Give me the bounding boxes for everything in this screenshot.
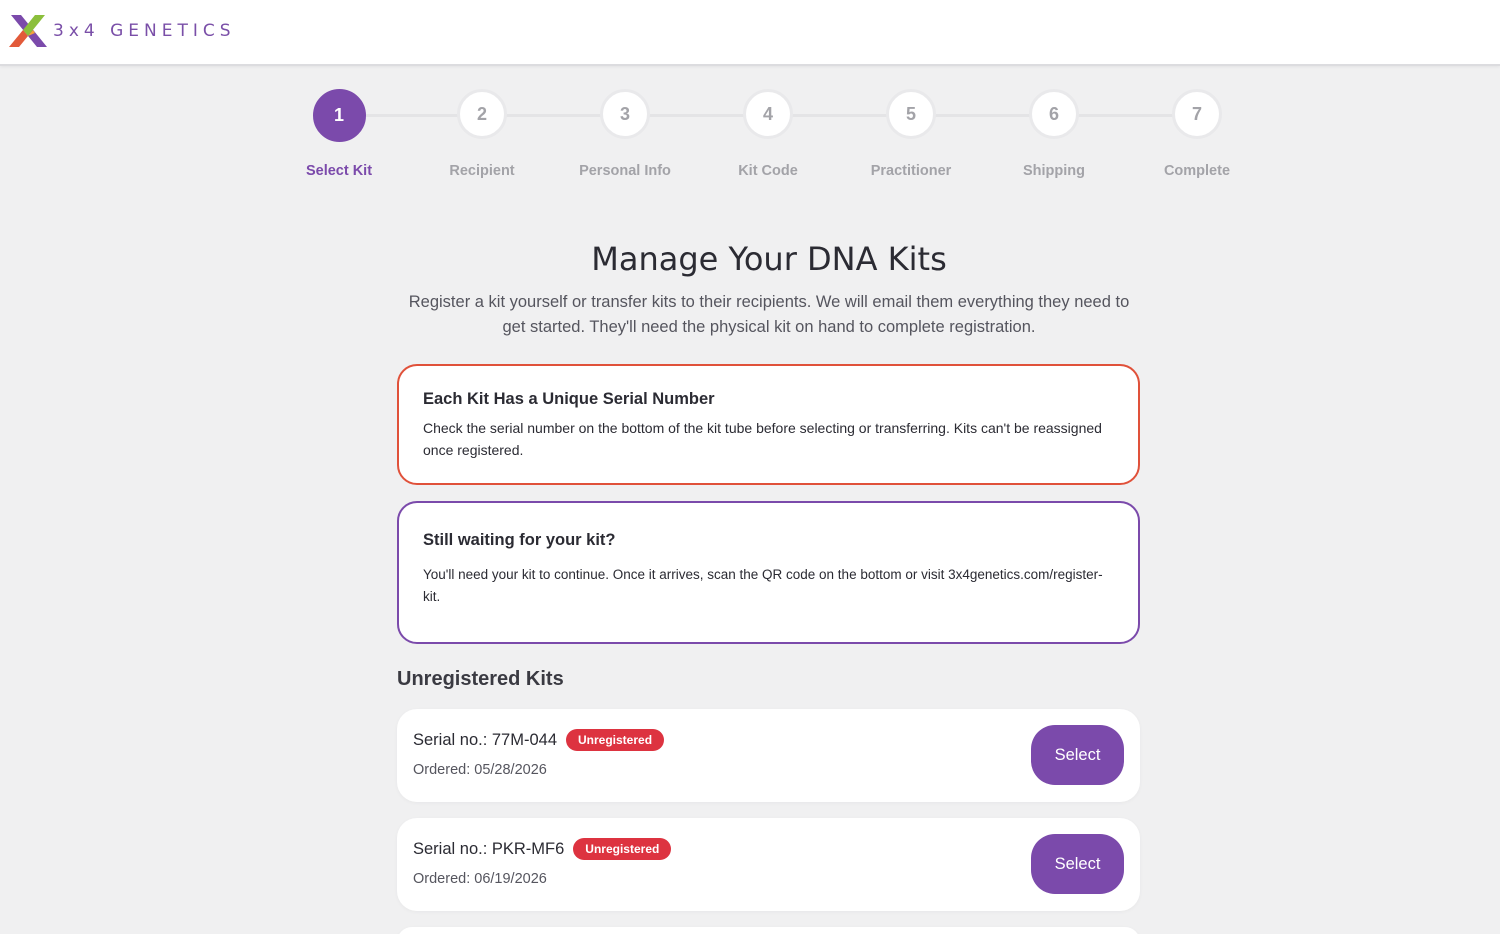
kit-serial: Serial no.: 77M-044 (413, 730, 557, 749)
select-kit-button[interactable]: Select (1031, 725, 1124, 785)
kit-card (397, 709, 1140, 802)
step-number: 3 (600, 89, 650, 139)
step-practitioner[interactable] (856, 89, 966, 179)
kit-serial-row (413, 838, 671, 860)
step-select-kit[interactable] (284, 89, 394, 179)
kit-ordered-date: Ordered: 05/28/2026 (413, 762, 547, 778)
step-recipient[interactable] (427, 89, 537, 179)
kit-card (397, 818, 1140, 911)
serial-number-notice (397, 364, 1140, 485)
step-label: Kit Code (738, 163, 798, 179)
step-personal-info[interactable] (570, 89, 680, 179)
kit-ordered-date: Ordered: 06/19/2026 (413, 871, 547, 887)
step-number: 6 (1029, 89, 1079, 139)
step-label: Complete (1163, 163, 1231, 179)
step-number: 5 (886, 89, 936, 139)
step-complete[interactable] (1142, 89, 1252, 179)
kit-card-partial (397, 927, 1140, 934)
brand-name: 3x4 GENETICS (53, 21, 236, 41)
step-label: Shipping (1022, 163, 1085, 179)
status-badge: Unregistered (566, 729, 664, 751)
step-label: Recipient (449, 163, 515, 179)
registration-stepper (290, 89, 1250, 189)
page-title: Manage Your DNA Kits (591, 240, 947, 278)
select-kit-button[interactable]: Select (1031, 834, 1124, 894)
notice-title: Still waiting for your kit? (423, 531, 616, 549)
waiting-kit-notice (397, 501, 1140, 644)
unregistered-kits-heading: Unregistered Kits (397, 668, 564, 690)
notice-text: You'll need your kit to continue. Once it arrives, scan the QR code on the bottom or visit 3x4genetics.com/register-kit. (423, 567, 1103, 604)
notice-title: Each Kit Has a Unique Serial Number (423, 390, 715, 408)
step-number: 4 (743, 89, 793, 139)
step-shipping[interactable] (999, 89, 1109, 179)
notice-text: Check the serial number on the bottom of the kit tube before selecting or transferring. Kits can't be reassigned once registered. (423, 420, 1102, 458)
x-logo-icon (9, 13, 47, 49)
step-number: 2 (457, 89, 507, 139)
step-kit-code[interactable] (713, 89, 823, 179)
kit-serial-row (413, 729, 664, 751)
page-subtitle: Register a kit yourself or transfer kits to their recipients. We will email them everything they need to get started. They'll need the physical kit on hand to complete registration. (408, 293, 1130, 336)
step-number: 7 (1172, 89, 1222, 139)
step-label: Select Kit (305, 163, 373, 179)
kit-serial: Serial no.: PKR-MF6 (413, 839, 565, 858)
status-badge: Unregistered (573, 838, 671, 860)
step-number: 1 (313, 89, 366, 142)
brand-logo[interactable] (9, 13, 236, 49)
step-label: Personal Info (579, 163, 671, 179)
top-header (0, 0, 1500, 66)
step-label: Practitioner (870, 163, 952, 179)
